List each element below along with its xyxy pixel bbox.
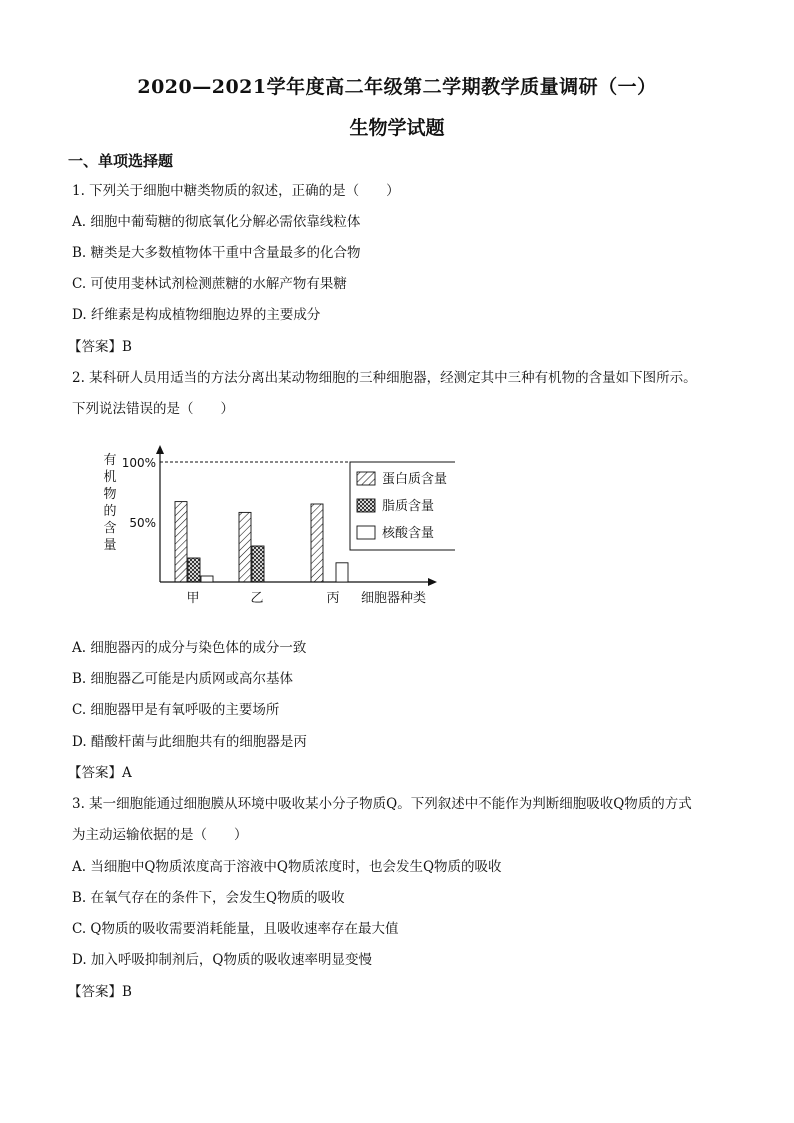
x-axis-arrow — [428, 578, 437, 586]
q2-stem-line2: 下列说法错误的是（ ） — [72, 401, 234, 417]
q1-option-b: B. 糖类是大多数植物体干重中含量最多的化合物 — [72, 245, 361, 261]
legend-swatch — [357, 472, 375, 485]
y-axis-arrow — [156, 445, 164, 454]
chart-svg — [95, 440, 455, 610]
q1-stem: 1. 下列关于细胞中糖类物质的叙述，正确的是（ ） — [72, 183, 400, 199]
legend-swatch — [357, 526, 375, 539]
bar-3-3 — [336, 563, 348, 582]
q1-option-d: D. 纤维素是构成植物细胞边界的主要成分 — [72, 307, 321, 323]
q3-option-a: A. 当细胞中Q物质浓度高于溶液中Q物质浓度时，也会发生Q物质的吸收 — [72, 859, 502, 875]
q3-option-c: C. Q物质的吸收需要消耗能量，且吸收速率存在最大值 — [72, 921, 399, 937]
bar-2-2 — [252, 546, 264, 582]
q3-answer: 【答案】B — [68, 984, 132, 1000]
legend-label: 脂质含量 — [382, 499, 435, 514]
q2-option-a: A. 细胞器丙的成分与染色体的成分一致 — [72, 640, 307, 656]
legend-swatch — [357, 499, 375, 512]
y-axis-label-char: 的 — [103, 504, 117, 519]
organelle-bar-chart — [95, 440, 455, 610]
page-subtitle: 生物学试题 — [349, 117, 445, 139]
y-axis-label-char: 含 — [103, 521, 117, 536]
x-category-label: 丙 — [326, 591, 340, 606]
q1-option-a: A. 细胞中葡萄糖的彻底氧化分解必需依靠线粒体 — [72, 214, 361, 230]
q1-option-c: C. 可使用斐林试剂检测蔗糖的水解产物有果糖 — [72, 276, 347, 292]
q2-stem-line1: 2. 某科研人员用适当的方法分离出某动物细胞的三种细胞器，经测定其中三种有机物的含量如下图所示。 — [72, 370, 697, 386]
bar-2-1 — [188, 558, 200, 582]
bar-1-3 — [311, 504, 323, 582]
y-axis-label-char: 有 — [103, 453, 117, 468]
bar-1-2 — [239, 512, 251, 582]
q2-option-b: B. 细胞器乙可能是内质网或高尔基体 — [72, 671, 294, 687]
y-tick-label: 100% — [121, 456, 156, 470]
y-axis-label-char: 物 — [103, 487, 117, 502]
q3-stem-line2: 为主动运输依据的是（ ） — [72, 827, 248, 843]
x-axis-label: 细胞器种类 — [361, 591, 427, 606]
q3-stem-line1: 3. 某一细胞能通过细胞膜从环境中吸收某小分子物质Q。下列叙述中不能作为判断细胞吸收Q物质的方式 — [72, 796, 692, 812]
q3-option-d: D. 加入呼吸抑制剂后，Q物质的吸收速率明显变慢 — [72, 952, 372, 968]
q1-answer: 【答案】B — [68, 339, 132, 355]
y-axis-label-char: 量 — [103, 538, 117, 553]
y-tick-label: 50% — [129, 516, 156, 530]
x-category-label: 乙 — [250, 591, 264, 606]
bar-3-1 — [201, 576, 213, 582]
section-heading: 一、单项选择题 — [68, 152, 174, 170]
y-axis-label-char: 机 — [103, 470, 117, 485]
legend-label: 蛋白质含量 — [382, 472, 448, 487]
x-category-label: 甲 — [186, 591, 200, 606]
q2-option-d: D. 醋酸杆菌与此细胞共有的细胞器是丙 — [72, 734, 307, 750]
q2-option-c: C. 细胞器甲是有氧呼吸的主要场所 — [72, 702, 280, 718]
legend-label: 核酸含量 — [382, 526, 435, 541]
bar-1-1 — [175, 502, 187, 582]
q3-option-b: B. 在氧气存在的条件下，会发生Q物质的吸收 — [72, 890, 345, 906]
q2-answer: 【答案】A — [68, 765, 132, 781]
page-title: 2020—2021学年度高二年级第二学期教学质量调研（一） — [137, 76, 657, 98]
